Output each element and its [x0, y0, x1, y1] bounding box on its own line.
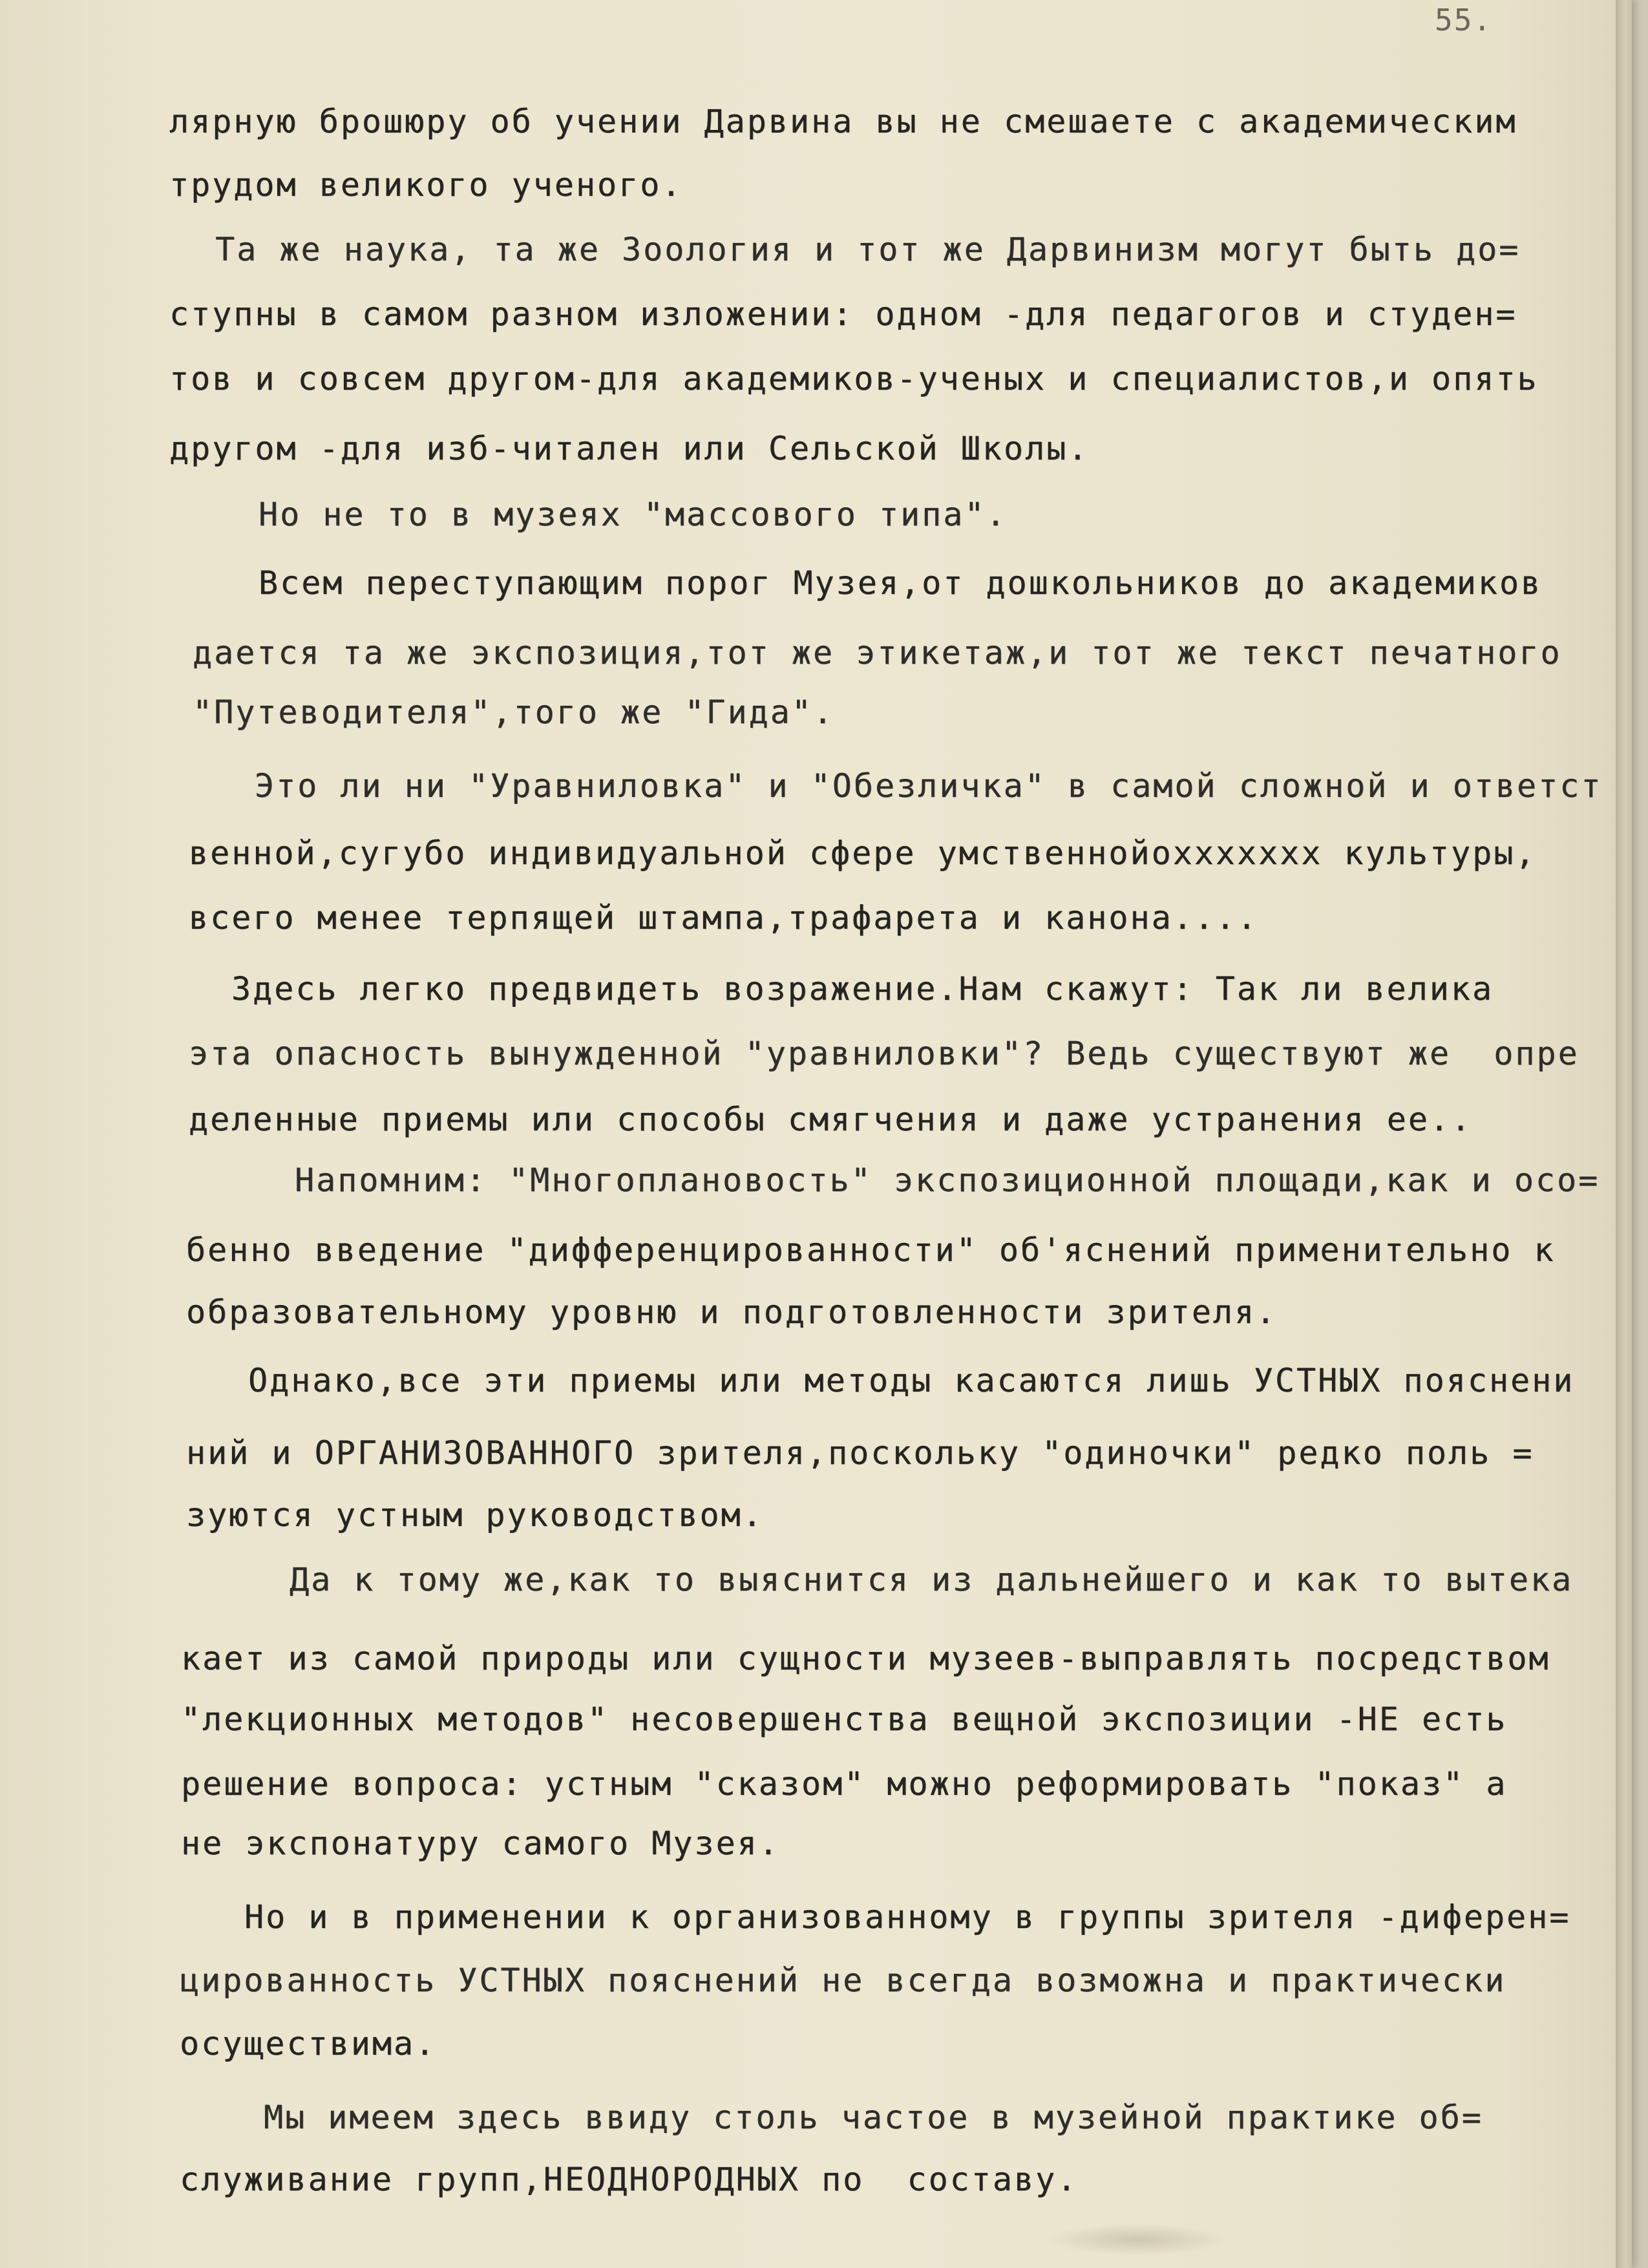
- text-line: цированность УСТНЫХ пояснений не всегда возможна и практически: [180, 1962, 1506, 1999]
- text-line: лярную брошюру об учении Дарвина вы не смешаете с академическим: [169, 103, 1517, 140]
- text-line: Мы имеем здесь ввиду столь частое в музейной практике об=: [264, 2099, 1483, 2136]
- text-line: деленные приемы или способы смягчения и даже устранения ее..: [189, 1101, 1473, 1138]
- text-line: осуществима.: [180, 2025, 437, 2062]
- text-line: дается та же экспозиция,тот же этикетаж,и тот же текст печатного: [193, 634, 1562, 672]
- text-line: тов и совсем другом-для академиков-ученых и специалистов,и опять: [169, 360, 1539, 397]
- text-line: не экспонатуру самого Музея.: [181, 1825, 780, 1862]
- text-line: венной,сугубо индивидуальной сфере умственнойохxxxxxx культуры,: [189, 834, 1537, 872]
- text-line: "Путеводителя",того же "Гида".: [193, 694, 835, 731]
- text-line: Всем переступающим порог Музея,от дошкольников до академиков: [259, 564, 1543, 602]
- text-line: Но и в применении к организованному в группы зрителя -диферен=: [244, 1898, 1571, 1936]
- text-line: Да к тому же,как то выяснится из дальнейшего и как то вытека: [290, 1561, 1574, 1598]
- text-line: Это ли ни "Уравниловка" и "Обезличка" в самой сложной и ответст: [255, 767, 1603, 805]
- text-line: образовательному уровню и подготовленности зрителя.: [186, 1293, 1278, 1331]
- text-line: другом -для изб-читален или Сельской Школы.: [169, 430, 1090, 467]
- text-line: Напомним: "Многоплановость" экспозиционной площади,как и осо=: [295, 1161, 1600, 1199]
- text-line: служивание групп,НЕОДНОРОДНЫХ по составу.: [180, 2161, 1079, 2198]
- text-line: Та же наука, та же Зоология и тот же Дарвинизм могут быть до=: [194, 231, 1521, 268]
- ink-smudge: [1047, 2223, 1228, 2256]
- text-line: трудом великого ученого.: [169, 166, 683, 204]
- text-line: ступны в самом разном изложении: одном -для педагогов и студен=: [169, 295, 1517, 333]
- text-line: ний и ОРГАНИЗОВАННОГО зрителя,поскольку "одиночки" редко поль =: [186, 1434, 1534, 1472]
- text-line: зуются устным руководством.: [186, 1496, 764, 1534]
- text-line: Здесь легко предвидеть возражение.Нам скажут: Так ли велика: [231, 970, 1494, 1008]
- text-line: Но не то в музеях "массового типа".: [259, 496, 1008, 533]
- text-line: кает из самой природы или сущности музеев-выправлять посредством: [181, 1640, 1550, 1677]
- text-line: всего менее терпящей штампа,трафарета и канона....: [189, 899, 1259, 937]
- text-line: эта опасность вынужденной "уравниловки"? Ведь существуют же опре: [189, 1035, 1579, 1072]
- page-number: 55.: [1435, 3, 1493, 37]
- text-line: "лекционных методов" несовершенства вещной экспозиции -НЕ есть: [181, 1701, 1508, 1738]
- text-line: Однако,все эти приемы или методы касаются лишь УСТНЫХ пояснени: [248, 1362, 1575, 1399]
- text-line: решение вопроса: устным "сказом" можно реформировать "показ" а: [181, 1765, 1508, 1803]
- text-line: бенно введение "дифференцированности" об'яснений применительно к: [186, 1231, 1556, 1269]
